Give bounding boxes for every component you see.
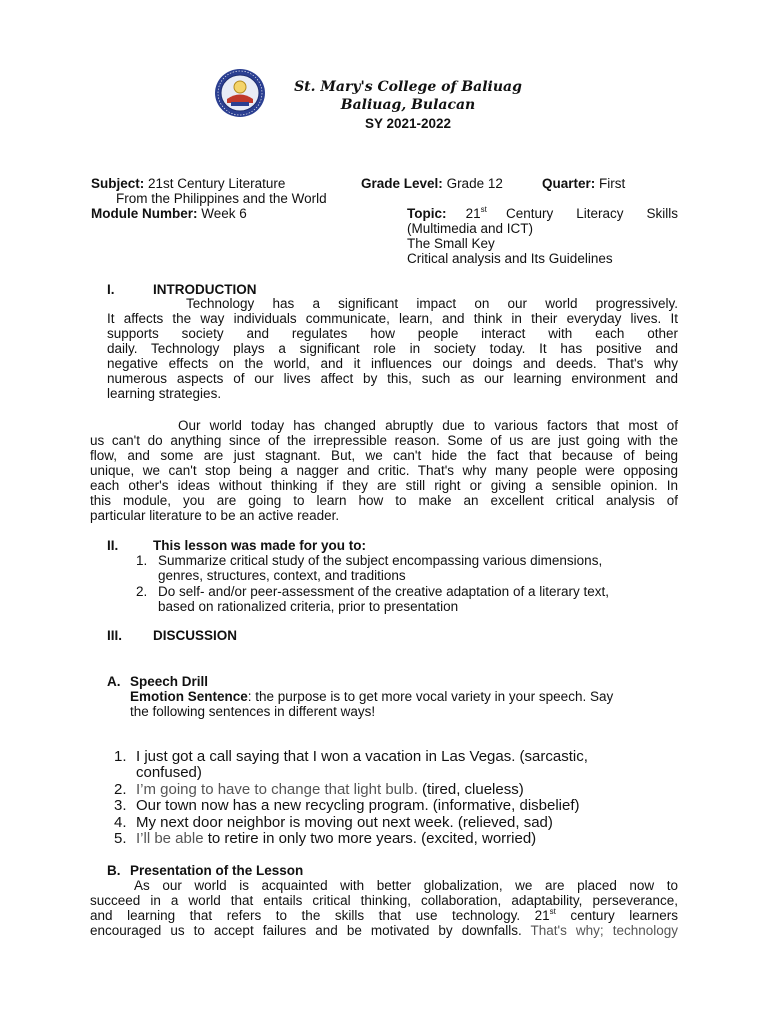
drill-sentence-text: (tired, clueless)	[417, 781, 524, 798]
drill-number: 1.	[114, 748, 127, 765]
presentation-line-part: century learners	[555, 908, 679, 923]
intro-p1-line: It affects the way individuals communicate, learn, and think in their everyday lives. It	[107, 311, 678, 326]
presentation-line-soft: That's why; technology	[530, 923, 678, 938]
topic-label: Topic:	[407, 206, 447, 221]
subsection-title-a: Speech Drill	[130, 674, 209, 689]
presentation-line: succeed in a world that entails critical thinking, collaboration, adaptability, perseverance,	[90, 893, 678, 908]
presentation-line: As our world is acquainted with better globalization, we are placed now to	[134, 878, 678, 893]
intro-p1-line: numerous aspects of our lives affect by this, such as our learning environment and	[107, 371, 678, 386]
intro-p1-line: daily. Technology plays a significant role in society today. It has positive and	[107, 341, 678, 356]
school-year: SY 2021-2022	[364, 116, 452, 131]
drill-number: 3.	[114, 797, 127, 814]
topic-superscript: st	[480, 205, 487, 214]
grade-label: Grade Level:	[361, 176, 443, 191]
module-value: Week 6	[201, 206, 247, 221]
section-number-discussion: III.	[107, 628, 123, 643]
emotion-sentence-label: Emotion Sentence	[130, 689, 248, 704]
drill-sentence: Our town now has a new recycling program. (informative, disbelief)	[136, 797, 580, 814]
topic-text: Century Literacy Skills	[505, 206, 678, 221]
grade-row	[361, 176, 503, 191]
drill-sentence-soft: I’ll be able	[136, 830, 208, 847]
section-title-lesson: This lesson was made for you to:	[153, 538, 367, 553]
quarter-label: Quarter:	[542, 176, 596, 191]
intro-p1-line: Technology has a significant impact on our world progressively.	[186, 296, 678, 311]
drill-sentence-text: to retire in only two more years. (excited, worried)	[207, 830, 537, 847]
intro-p1-line: negative effects on the world, and it influences our doings and deeds. That's why	[107, 356, 678, 371]
intro-p2-line: flow, and some are just stagnant. But, we can't hide the fact that because of being	[90, 448, 678, 463]
school-location: Baliuag, Bulacan	[340, 97, 476, 113]
objective-number: 2.	[136, 584, 148, 599]
section-number-intro: I.	[107, 282, 115, 297]
module-row	[91, 206, 247, 221]
presentation-line-part: encouraged us to accept failures and be motivated by downfalls.	[90, 923, 531, 938]
topic-row	[407, 206, 678, 221]
topic-number: 21	[465, 206, 481, 221]
objective-text: genres, structures, context, and traditions	[158, 568, 406, 583]
subject-continuation: From the Philippines and the World	[116, 191, 327, 206]
intro-p2-line: us can't do anything since of the irrepressible reason. Some of us are just going with the	[90, 433, 678, 448]
emotion-sentence-text: : the purpose is to get more vocal variety in your speech. Say	[247, 689, 614, 704]
topic-line-2: (Multimedia and ICT)	[407, 221, 534, 236]
drill-sentence: My next door neighbor is moving out next week. (relieved, sad)	[136, 814, 553, 831]
emotion-sentence-line-2: the following sentences in different ways!	[130, 704, 376, 719]
intro-p2-line: Our world today has changed abruptly due to various factors that most of	[178, 418, 678, 433]
objective-number: 1.	[136, 553, 148, 568]
intro-p1-line: supports society and regulates how people interact with each other	[107, 326, 678, 341]
drill-number: 2.	[114, 781, 127, 798]
topic-line-4: Critical analysis and Its Guidelines	[407, 251, 613, 266]
subsection-label-a: A.	[107, 674, 121, 689]
drill-sentence-soft: I’m going to have to change that light bulb.	[136, 781, 418, 798]
school-name: St. Mary's College of Baliuag	[294, 79, 522, 95]
subsection-title-b: Presentation of the Lesson	[130, 863, 304, 878]
section-title-discussion: DISCUSSION	[153, 628, 238, 643]
presentation-superscript: st	[549, 907, 556, 916]
intro-paragraph-1	[107, 296, 678, 401]
emotion-sentence-line	[130, 689, 613, 704]
presentation-line-part: and learning that refers to the skills that use technology. 21	[90, 908, 550, 923]
objective-text: Do self- and/or peer-assessment of the creative adaptation of a literary text,	[158, 584, 609, 599]
drill-sentence	[136, 831, 536, 848]
drill-number: 5.	[114, 830, 127, 847]
presentation-paragraph	[90, 878, 678, 938]
section-title-intro: INTRODUCTION	[153, 282, 257, 297]
drill-sentence-cont: confused)	[136, 764, 202, 781]
quarter-value: First	[599, 176, 626, 191]
drill-number: 4.	[114, 814, 127, 831]
intro-p2-line: particular literature to be an active reader.	[90, 508, 340, 523]
subject-value: 21st Century Literature	[148, 176, 286, 191]
subject-label: Subject:	[91, 176, 145, 191]
presentation-line	[90, 923, 678, 938]
subject-row	[91, 176, 285, 191]
objective-text: based on rationalized criteria, prior to presentation	[158, 599, 459, 614]
intro-p1-line: learning strategies.	[107, 386, 222, 401]
section-number-lesson: II.	[107, 538, 119, 553]
intro-p2-line: this module, you are going to learn how to make an excellent critical analysis of	[90, 493, 678, 508]
presentation-line	[90, 908, 678, 923]
intro-p2-line: each other's ideas without thinking if they are still right or giving a sensible opinion. In	[90, 478, 678, 493]
grade-value: Grade 12	[446, 176, 503, 191]
quarter-row	[542, 176, 625, 191]
intro-p2-line: unique, we can't stop being a nagger and critic. That's why many people were opposing	[90, 463, 678, 478]
objective-text: Summarize critical study of the subject encompassing various dimensions,	[158, 553, 603, 568]
subsection-label-b: B.	[107, 863, 121, 878]
module-label: Module Number:	[91, 206, 198, 221]
topic-line-3: The Small Key	[407, 236, 495, 251]
drill-sentence: I just got a call saying that I won a vacation in Las Vegas. (sarcastic,	[136, 748, 588, 765]
intro-paragraph-2	[90, 418, 678, 523]
